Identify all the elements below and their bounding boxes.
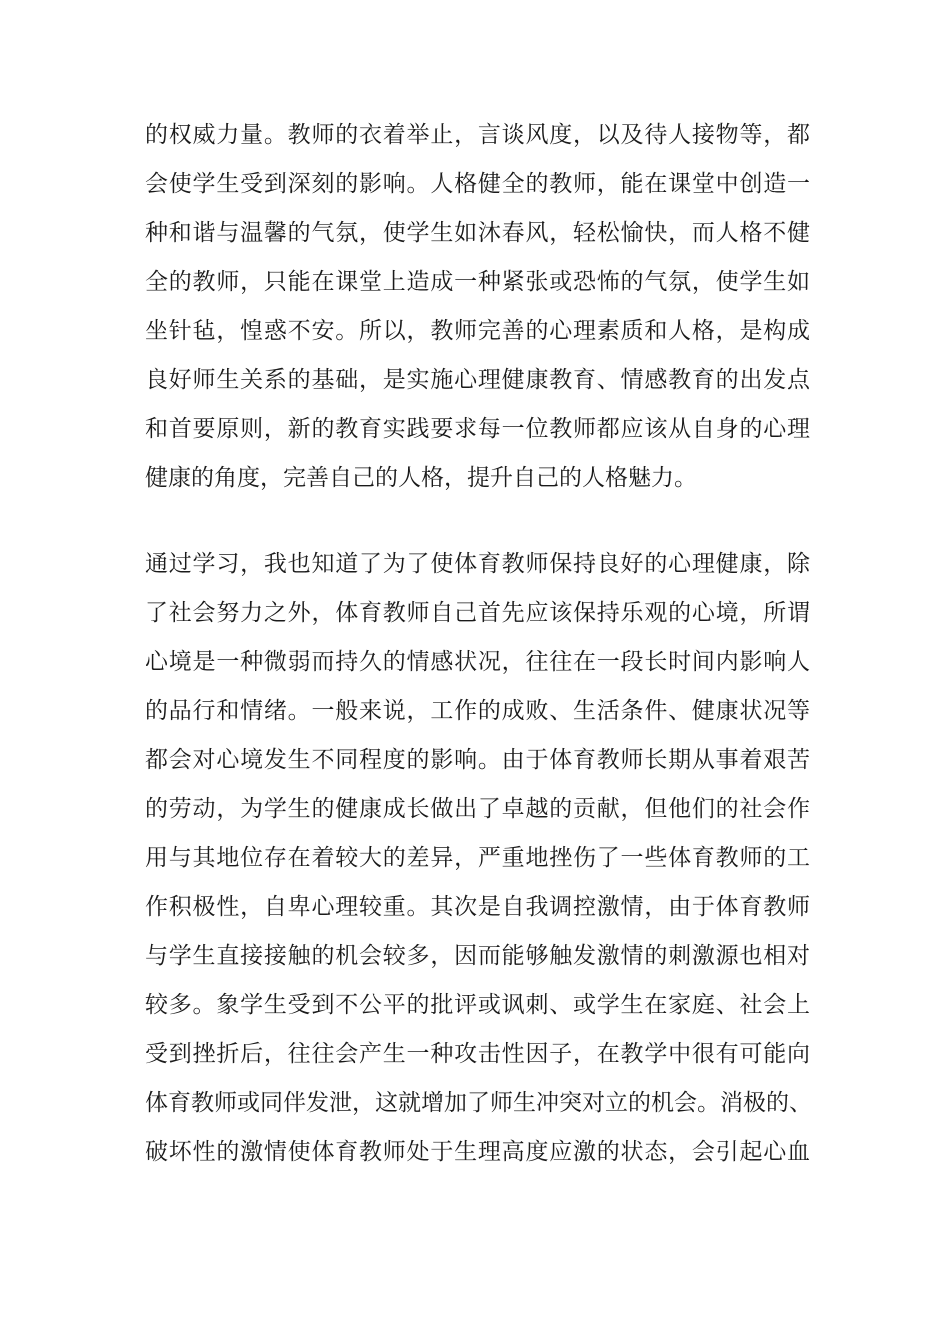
text-line: 与学生直接接触的机会较多，因而能够触发激情的刺激源也相对 <box>145 943 810 969</box>
text-line: 的权威力量。教师的衣着举止，言谈风度，以及待人接物等，都 <box>145 122 810 148</box>
text-line: 了社会努力之外，体育教师自己首先应该保持乐观的心境，所谓 <box>145 600 810 626</box>
text-line: 破坏性的激情使体育教师处于生理高度应激的状态，会引起心血 <box>145 1139 810 1165</box>
text-line: 体育教师或同伴发泄，这就增加了师生冲突对立的机会。消极的、 <box>145 1090 812 1116</box>
text-line: 较多。象学生受到不公平的批评或讽刺、或学生在家庭、社会上 <box>145 992 810 1018</box>
text-line: 会使学生受到深刻的影响。人格健全的教师，能在课堂中创造一 <box>145 171 810 197</box>
text-line: 心境是一种微弱而持久的情感状况，往往在一段长时间内影响人 <box>145 649 810 675</box>
text-line: 都会对心境发生不同程度的影响。由于体育教师长期从事着艰苦 <box>145 747 810 773</box>
text-line: 种和谐与温馨的气氛，使学生如沐春风，轻松愉快，而人格不健 <box>145 220 810 246</box>
text-line: 的品行和情绪。一般来说，工作的成败、生活条件、健康状况等 <box>145 698 810 724</box>
text-line: 用与其地位存在着较大的差异，严重地挫伤了一些体育教师的工 <box>145 845 810 871</box>
paragraph-teacher-personality <box>145 111 810 503</box>
text-line: 健康的角度，完善自己的人格，提升自己的人格魅力。 <box>145 465 697 491</box>
text-line: 和首要原则，新的教育实践要求每一位教师都应该从自身的心理 <box>145 416 810 442</box>
text-line: 通过学习，我也知道了为了使体育教师保持良好的心理健康，除 <box>145 551 810 577</box>
paragraph-pe-teacher-mood <box>145 540 810 1177</box>
text-line: 良好师生关系的基础，是实施心理健康教育、情感教育的出发点 <box>145 367 810 393</box>
text-line: 受到挫折后，往往会产生一种攻击性因子，在教学中很有可能向 <box>145 1041 810 1067</box>
text-line: 作积极性，自卑心理较重。其次是自我调控激情，由于体育教师 <box>145 894 810 920</box>
text-line: 坐针毡，惶惑不安。所以，教师完善的心理素质和人格，是构成 <box>145 318 810 344</box>
text-line: 的劳动，为学生的健康成长做出了卓越的贡献，但他们的社会作 <box>145 796 810 822</box>
text-line: 全的教师，只能在课堂上造成一种紧张或恐怖的气氛，使学生如 <box>145 269 810 295</box>
